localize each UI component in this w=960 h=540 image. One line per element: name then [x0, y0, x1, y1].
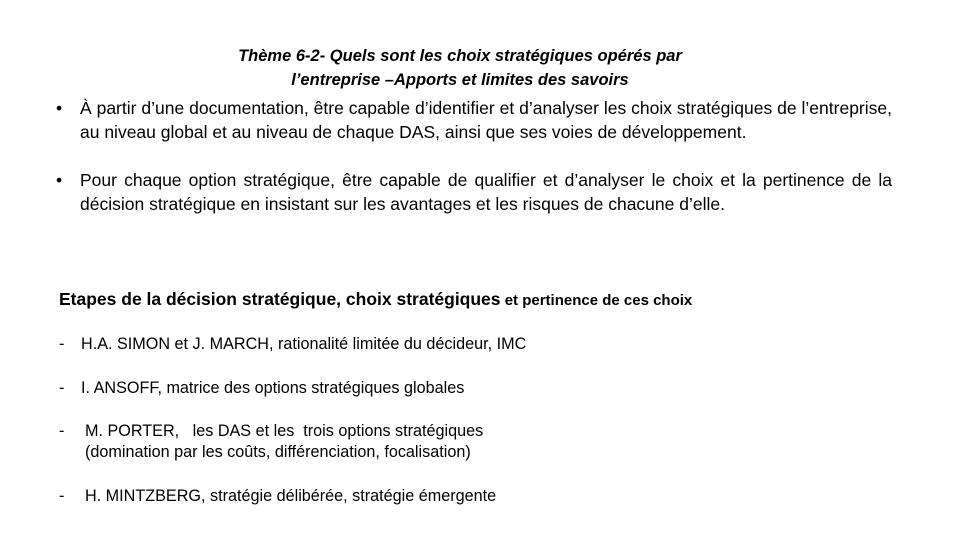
item-text: I. ANSOFF, matrice des options stratégiques globales: [81, 379, 465, 397]
objective-text: Pour chaque option stratégique, être capable de qualifier et d’analyser le choix et la pertinence de la décision stratégique en insistant sur les avantages et les risques de chacune d’elle.: [80, 170, 892, 214]
section-heading-small: et pertinence de ces choix: [500, 292, 693, 309]
item-dash: -: [59, 487, 65, 505]
section-heading-main: Etapes de la décision stratégique, choix stratégiques: [59, 289, 501, 309]
objective-text: À partir d’une documentation, être capable d’identifier et d’analyser les choix stratégiques de l’entreprise, au niveau global et au niveau de chaque DAS, ainsi que ses voies de développement.: [80, 98, 892, 142]
bullet-dot: •: [56, 170, 63, 190]
objectives-list: [56, 96, 892, 240]
title-line-1: Thème 6-2- Quels sont les choix stratégiques opérés par: [238, 47, 682, 65]
item-text: M. PORTER, les DAS et les trois options stratégiques: [85, 422, 484, 440]
item-dash: -: [59, 422, 65, 440]
item-text: H.A. SIMON et J. MARCH, rationalité limitée du décideur, IMC: [81, 335, 527, 353]
objective-bullet: [56, 96, 892, 144]
item-text-continued: (domination par les coûts, différenciation, focalisation): [85, 443, 471, 461]
item-text: H. MINTZBERG, stratégie délibérée, stratégie émergente: [85, 487, 497, 505]
section-heading: [59, 289, 692, 310]
title-line-2: l’entreprise –Apports et limites des savoirs: [291, 71, 629, 89]
objective-bullet: [56, 168, 892, 216]
bullet-dot: •: [56, 98, 63, 118]
slide-title: [0, 44, 920, 92]
item-dash: -: [59, 379, 65, 397]
item-dash: -: [59, 335, 65, 353]
